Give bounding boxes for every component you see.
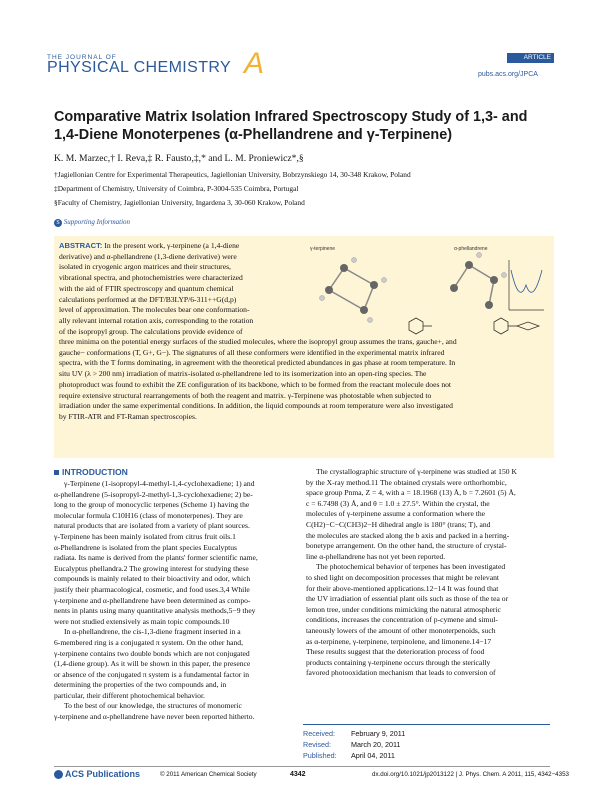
text-line: taneously lowers of the amount of other monoterpenoids, such: [306, 625, 496, 635]
date-published: Published: April 04, 2011: [303, 751, 395, 760]
text-line: products containing γ-terpinene occurs through the sterically: [306, 657, 491, 667]
abstract-line: derivative) and α-phellandrene (1,3-diene derivative) were: [59, 251, 237, 261]
text-line: C(H2)−C−C(CH3)2−H dihedral angle is 180° (trans; T), and: [306, 519, 491, 529]
abstract-line: calculations performed at the DFT/B3LYP/6-311++G(d,p): [59, 294, 237, 304]
acs-logo-icon: [54, 770, 63, 779]
abstract-line: of the isopropyl group. The calculations provide evidence of: [59, 326, 243, 336]
text-line: for their above-mentioned applications.12−14 It was found that: [306, 583, 499, 593]
text-line: radiata. Its name is derived from the plants' former scientific name,: [54, 553, 258, 563]
page-number: 4342: [290, 771, 306, 778]
text-line: (1,4-diene group). As it will be shown in this paper, the presence: [54, 659, 251, 669]
text-line: long to the group of monocyclic terpenes (Scheme 1) having the: [54, 500, 250, 510]
text-line: favored photooxidation mechanism that leads to conversion of: [306, 668, 496, 678]
text-line: the UV irradiation of essential plant oils such as those of the tea or: [306, 594, 509, 604]
text-line: line α-phellandrene has not yet been reported.: [306, 551, 446, 561]
dates-rule-top: [303, 724, 550, 725]
abstract-line: with the aid of FTIR spectroscopy and quantum chemical: [59, 283, 234, 293]
potential-curve: [509, 260, 544, 310]
affiliation-3: §Faculty of Chemistry, Jagiellonian University, Ingardena 3, 30-060 Krakow, Poland: [54, 198, 305, 207]
text-line: lemon tree, under conditions mimicking the natural atmospheric: [306, 604, 501, 614]
journal-letter: A: [244, 47, 265, 80]
text-line: molecular formula C10H16 (class of monoterpenes). They are: [54, 510, 243, 520]
text-line: c = 6.7498 (3) Å, and θ = 1.0 ± 27.5°. Within the crystal, the: [306, 498, 490, 508]
text-line: space group Pnma, Z = 4, with a = 18.1968 (13) Å, b = 7.2601 (5) Å,: [306, 488, 516, 498]
text-line: the molecules are stacked along the b axis and packed in a herring-: [306, 530, 510, 540]
text-line: Eucalyptus phellandra.2 The growing interest for studying these: [54, 563, 249, 573]
abstract-line: vibrational spectra, and photochemistries were characterized: [59, 273, 243, 283]
journal-the: THE JOURNAL OF: [47, 54, 117, 61]
paper-title: Comparative Matrix Isolation Infrared Spectroscopy Study of 1,3- and 1,4-Diene Monoterpenes (α-Phellandrene and γ-Terpinene): [54, 109, 528, 143]
abstract-line: isolated in cryogenic argon matrices and their structures,: [59, 262, 231, 272]
text-line: were not studied extensively as main topic compounds.10: [54, 616, 230, 626]
text-line: compounds is mainly related to their bioactivity and odor, which: [54, 574, 251, 584]
abstract-line: three minima on the potential energy surfaces of the studied molecules, where the isopropyl group assumes the trans, gauche+, and: [59, 337, 457, 346]
section-marker-icon: [54, 470, 59, 475]
text-line: bonetype arrangement. On the other hand, the structure of crystal-: [306, 541, 507, 551]
date-revised: Revised: March 20, 2011: [303, 740, 401, 749]
text-line: γ-Terpinene (1-isopropyl-4-methyl-1,4-cyclohexadiene; 1) and: [64, 479, 255, 488]
affiliation-1: †Jagiellonian Centre for Experimental Therapeutics, Jagiellonian University, Bobrzynskiego 14, 30-348 Krakow, Poland: [54, 170, 411, 179]
left-column: [54, 479, 294, 723]
text-line: justify their pharmacological, cosmetic, and food uses.3,4 While: [54, 584, 250, 594]
text-line: or absence of the conjugated π system is a fundamental factor in: [54, 669, 250, 679]
text-line: nents in plants using many quantitative analysis methods,5−9 they: [54, 606, 256, 616]
text-line: γ-Terpinene has been mainly isolated from citrus fruit oils.1: [54, 531, 236, 541]
footer-rule: [54, 766, 550, 767]
abstract-line: level of approximation. The molecules bear one conformation-: [59, 305, 250, 315]
text-line: 6-membered ring is a conjugated π system. On the other hand,: [54, 637, 243, 647]
acs-publications-logo: ACS Publications: [54, 769, 140, 779]
text-line: The photochemical behavior of terpenes has been investigated: [316, 562, 506, 572]
abstract-line: require extensive structural rearrangements of both the reagent and matrix. γ-Terpinene was photostable when subjected to: [59, 390, 432, 400]
right-column: [306, 467, 550, 679]
text-line: To the best of our knowledge, the structures of monomeric: [64, 701, 242, 711]
supporting-info-link[interactable]: [54, 218, 130, 227]
date-received: Received: February 9, 2011: [303, 729, 406, 738]
text-line: These results suggest that the deterioration process of food: [306, 647, 485, 657]
text-line: γ-terpinene and α-phellandrene have been determined as compo-: [54, 595, 251, 605]
text-line: γ-terpinene and α-phellandrene have never been reported hitherto.: [54, 712, 255, 722]
abstract-line: irradiation under the same experimental conditions. In addition, the liquid compounds at room temperature were also investigated: [59, 401, 453, 411]
abstract-line: photoproduct was found to exhibit the ZE configuration of its backbone, which to be formed from the reactant molecule does not: [59, 379, 452, 389]
text-line: α-phellandrene (5-isopropyl-2-methyl-1,3-cyclohexadiene; 2) be-: [54, 489, 253, 499]
molecule-model-right: [450, 253, 507, 310]
abstract-line: situ UV (λ > 200 nm) irradiation of matrix-isolated α-phellandrene led to its isomerization into an open-ring species. The: [59, 369, 427, 379]
abstract-line: gauche− conformations (T, G+, G−). The signatures of all these conformers were identified in the experimental matrix infrared: [59, 347, 445, 357]
text-line: conditions, increases the concentration of p-cymene and simul-: [306, 615, 498, 625]
abstract-narrow: [59, 241, 299, 337]
text-line: to shed light on decomposition processes that might be relevant: [306, 572, 499, 582]
journal-url[interactable]: pubs.acs.org/JPCA: [478, 71, 538, 78]
text-line: molecules of γ-terpinene assume a conformation where the: [306, 509, 485, 519]
authors: K. M. Marzec,† I. Reva,‡ R. Fausto,‡,* and L. M. Proniewicz*,§: [54, 153, 304, 164]
journal-name: PHYSICAL CHEMISTRY: [47, 59, 232, 76]
copyright: © 2011 American Chemical Society: [160, 771, 257, 778]
article-badge: ARTICLE: [507, 53, 554, 63]
abstract-wide: [59, 337, 549, 423]
toc-label-left: γ-terpinene: [310, 246, 336, 252]
toc-label-right: α-phellandrene: [454, 246, 488, 252]
abstract-line: by FTIR-ATR and FT-Raman spectroscopies.: [59, 411, 197, 421]
abstract-label: ABSTRACT:: [59, 241, 103, 250]
text-line: α-Phellandrene is isolated from the plant species Eucalyptus: [54, 542, 238, 552]
abstract-line: In the present work, γ-terpinene (a 1,4-diene: [104, 241, 240, 250]
dates-box: [303, 728, 405, 761]
intro-heading-text: INTRODUCTION: [62, 467, 128, 477]
toc-graphic: [304, 240, 550, 340]
text-line: particular, their different photochemical behavior.: [54, 690, 205, 700]
abstract-box: [54, 236, 554, 458]
text-line: by the X-ray method.11 The obtained crystals were orthorhombic,: [306, 477, 507, 487]
text-line: In α-phellandrene, the cis-1,3-diene fragment inserted in a: [64, 627, 241, 637]
abstract-line: ally relevant internal rotation axis, corresponding to the rotation: [59, 315, 254, 325]
text-line: γ-terpinene contains two double bonds which are not conjugated: [54, 648, 250, 658]
text-line: The crystallographic structure of γ-terpinene was studied at 150 K: [316, 467, 517, 476]
doi-citation[interactable]: dx.doi.org/10.1021/jp2013122 | J. Phys. Chem. A 2011, 115, 4342−4353: [372, 771, 569, 778]
abstract-line: spectra, with the T forms dominating, in agreement with the theoretical predicted abundances in gas phase at room temperature. In: [59, 358, 456, 368]
text-line: natural products that are isolated from a variety of plant sources.: [54, 521, 250, 531]
text-line: as α-terpinene, γ-terpinene, terpinolene, and limonene.14−17: [306, 636, 492, 646]
molecule-model-left: [320, 258, 387, 323]
text-line: determining the properties of the two compounds and, in: [54, 680, 227, 690]
supporting-info-icon: S: [54, 219, 62, 227]
reaction-scheme: [409, 318, 539, 334]
supporting-info-label: Supporting Information: [63, 218, 131, 226]
intro-heading: [54, 467, 128, 477]
affiliation-2: ‡Department of Chemistry, University of Coimbra, P-3004-535 Coimbra, Portugal: [54, 184, 299, 193]
